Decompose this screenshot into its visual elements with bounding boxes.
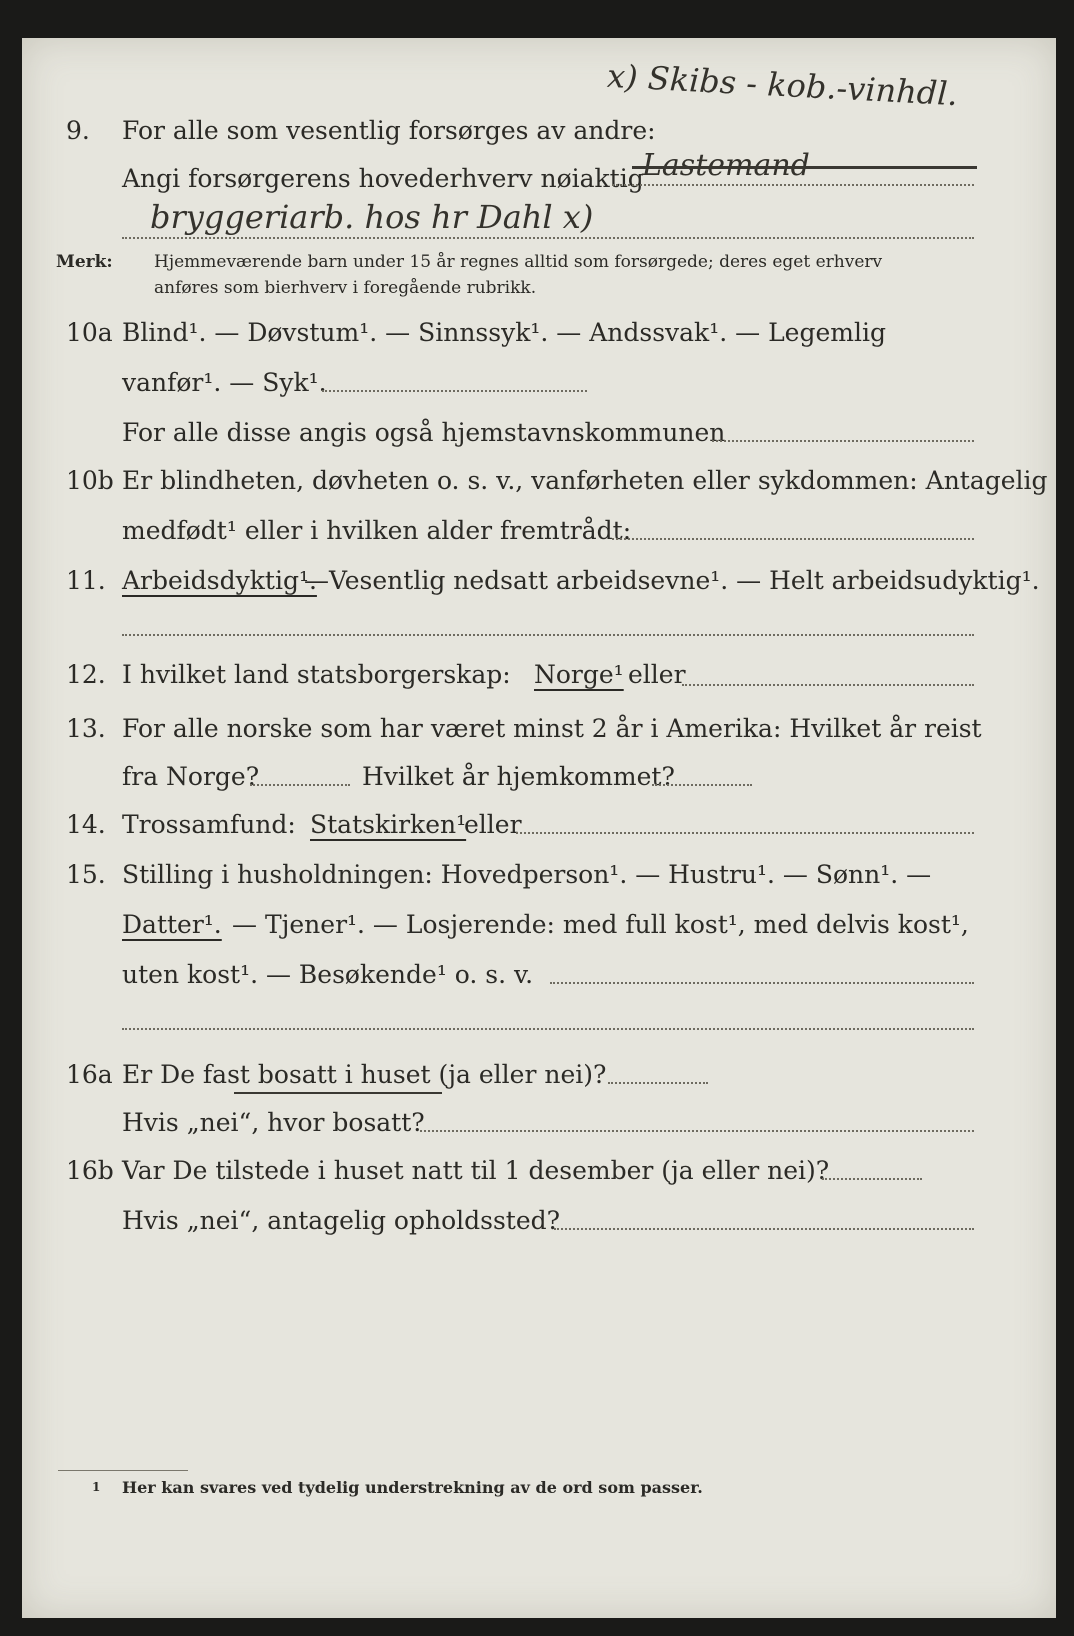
q10a-answer-line2[interactable] [712,440,974,442]
q16b-line2: Hvis „nei“, antagelig opholdssted? [122,1206,561,1235]
q12-text: I hvilket land statsborgerskap: [122,660,511,689]
merk-label: Merk: [56,252,113,272]
q13-fra-norge: fra Norge? [122,762,260,791]
q15-line1: Stilling i husholdningen: Hovedperson¹. — Hustru¹. — Sønn¹. — [122,860,932,889]
q15-line2: — Tjener¹. — Losjerende: med full kost¹, med delvis kost¹, [232,910,969,939]
q10a-line1: Blind¹. — Døvstum¹. — Sinnssyk¹. — Andssvak¹. — Legemlig [122,318,886,347]
q13-answer-hjemkommet[interactable] [652,784,752,786]
q16a-line1: Er De fast bosatt i huset (ja eller nei)? [122,1060,607,1089]
q11-rest: —Vesentlig nedsatt arbeidsevne¹. — Helt arbeidsudyktig¹. [304,566,1040,595]
q16b-answer-line1[interactable] [822,1178,922,1180]
q14-answer-line[interactable] [516,832,974,834]
merk-line2: anføres som bierhverv i foregående rubrikk. [154,278,537,298]
q10b-number: 10b [66,466,114,495]
q10a-answer-line1[interactable] [322,390,587,392]
q10b-line1: Er blindheten, døvheten o. s. v., vanførheten eller sykdommen: Antagelig [122,466,1048,495]
q11-number: 11. [66,566,106,595]
q12-option-norge[interactable]: Norge¹ [534,660,624,689]
q16a-answer-line1[interactable] [608,1082,708,1084]
q12-eller: eller [628,660,686,689]
q16a-number: 16a [66,1060,113,1089]
q10a-line3: For alle disse angis også hjemstavnskommunen [122,418,726,447]
q13-hjemkommet: Hvilket år hjemkommet? [362,762,675,791]
q9-struck-handwriting: Lastemand [642,148,810,183]
q11-answer-line[interactable] [122,634,974,636]
q13-number: 13. [66,714,106,743]
q14-eller: eller [464,810,522,839]
q9-line2: Angi forsørgerens hovederhverv nøiaktig [122,164,644,193]
q10b-line2: medfødt¹ eller i hvilken alder fremtrådt: [122,516,632,545]
q15-answer-line2[interactable] [122,1028,974,1030]
q9-number: 9. [66,116,90,145]
footnote-mark: 1 [92,1480,101,1494]
q9-line1: For alle som vesentlig forsørges av andre: [122,116,656,145]
footnote-rule [58,1470,188,1471]
q9-strikethrough [632,166,977,169]
merk-line1: Hjemmeværende barn under 15 år regnes alltid som forsørgede; deres eget erhverv [154,252,883,272]
q11-option-arbeidsdyktig[interactable]: Arbeidsdyktig¹. [122,566,317,595]
census-form-page [22,38,1056,1618]
q12-answer-line[interactable] [682,684,974,686]
q16b-number: 16b [66,1156,114,1185]
q10a-line2: vanfør¹. — Syk¹. [122,368,327,397]
q10a-number: 10a [66,318,113,347]
q13-line1: For alle norske som har været minst 2 år i Amerika: Hvilket år reist [122,714,982,743]
top-handwritten-note: x) Skibs - kob.-vinhdl. [606,56,959,114]
q15-option-datter[interactable]: Datter¹. [122,910,222,939]
q9-handwritten-answer: bryggeriarb. hos hr Dahl x) [150,198,594,236]
q12-number: 12. [66,660,106,689]
q15-number: 15. [66,860,106,889]
footnote-text: Her kan svares ved tydelig understrekning av de ord som passer. [122,1478,703,1497]
q15-line3: uten kost¹. — Besøkende¹ o. s. v. [122,960,534,989]
q9-answer-line2[interactable] [122,237,974,239]
q16b-line1: Var De tilstede i huset natt til 1 desember (ja eller nei)? [122,1156,830,1185]
q16b-answer-line2[interactable] [554,1228,974,1230]
q16a-line2: Hvis „nei“, hvor bosatt? [122,1108,425,1137]
q13-answer-reist[interactable] [250,784,350,786]
q15-answer-line1[interactable] [550,982,974,984]
q9-answer-line1[interactable] [612,184,974,186]
q14-number: 14. [66,810,106,839]
q10b-answer-line[interactable] [612,538,974,540]
q14-option-statskirken[interactable]: Statskirken¹ [310,810,467,839]
q16a-underline-mark [234,1092,442,1094]
q14-text: Trossamfund: [122,810,296,839]
q16a-answer-line2[interactable] [420,1130,974,1132]
